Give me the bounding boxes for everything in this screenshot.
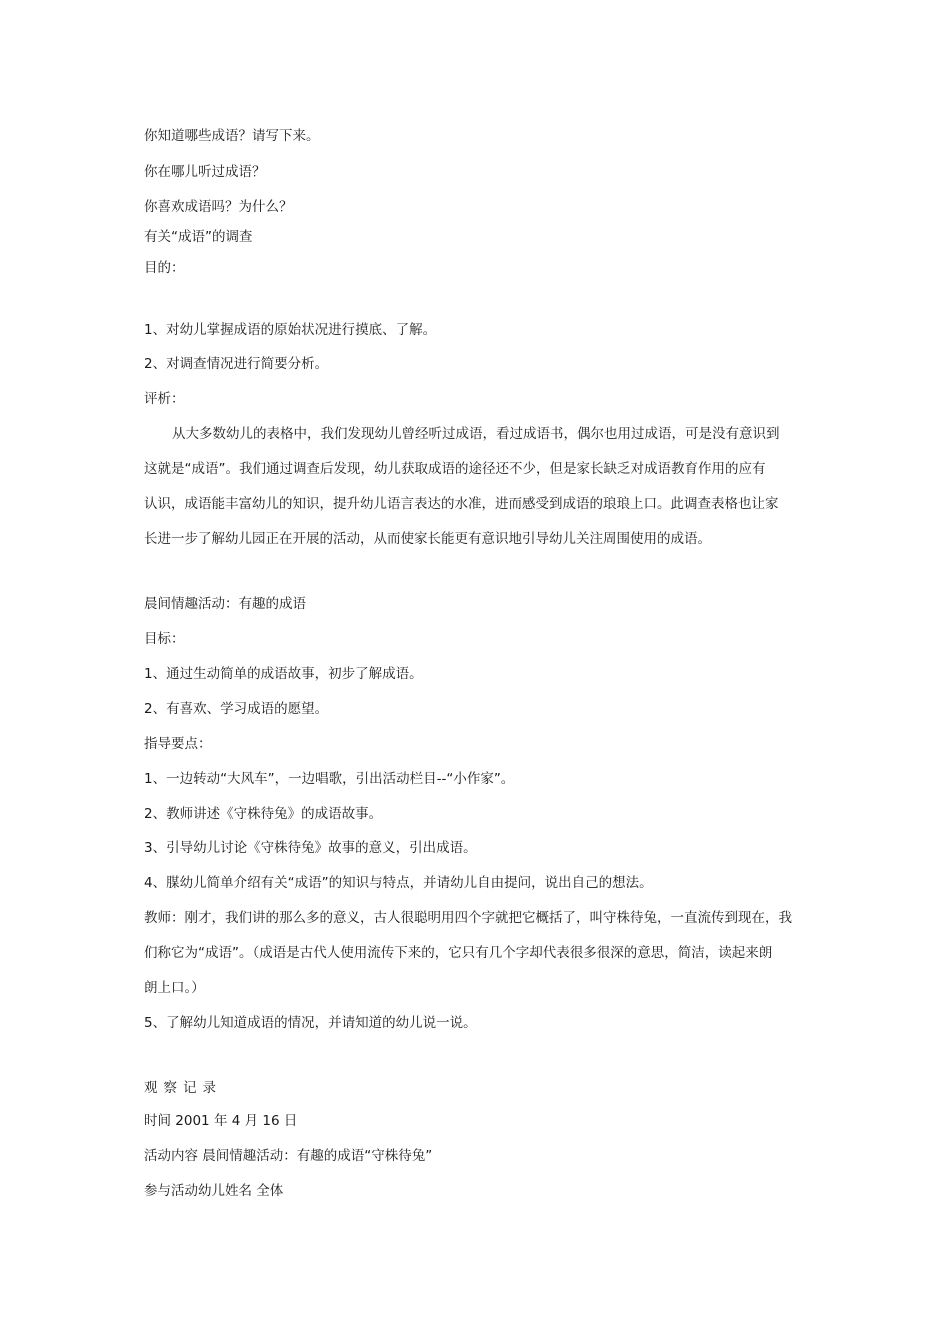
activity-guide-1: 1、一边转动“大风车”，一边唱歌，引出活动栏目--“小作家”。	[144, 771, 515, 787]
survey-purpose-2: 2、对调查情况进行简要分析。	[144, 356, 329, 372]
question-2: 你在哪儿听过成语？	[144, 164, 266, 180]
activity-goal-label: 目标：	[144, 631, 185, 647]
record-participants: 参与活动幼儿姓名 全体	[144, 1183, 284, 1199]
survey-analysis-label: 评析：	[144, 391, 185, 407]
activity-guide-label: 指导要点：	[144, 736, 212, 752]
activity-guide-4: 4、腜幼儿简单介绍有关“成语”的知识与特点，并请幼儿自由提问，说出自己的想法。	[144, 875, 653, 891]
record-title: 观察记录	[144, 1080, 222, 1096]
survey-purpose-1: 1、对幼儿掌握成语的原始状况进行摸底、了解。	[144, 322, 437, 338]
activity-teacher-line-3: 朗上口。）	[144, 980, 205, 996]
activity-goal-1: 1、通过生动简单的成语故事，初步了解成语。	[144, 666, 423, 682]
question-1: 你知道哪些成语？请写下来。	[144, 128, 320, 144]
activity-guide-5: 5、了解幼儿知道成语的情况，并请知道的幼儿说一说。	[144, 1015, 477, 1031]
activity-guide-3: 3、引导幼儿讨论《守株待兔》故事的意义，引出成语。	[144, 840, 477, 856]
activity-teacher-line-2: 们称它为“成语”。（成语是古代人使用流传下来的，它只有几个字却代表很多很深的意思，简洁，读起来朗	[144, 945, 773, 961]
question-3: 你喜欢成语吗？为什么？	[144, 199, 293, 215]
activity-title: 晨间情趣活动：有趣的成语	[144, 596, 306, 612]
survey-analysis-line-1: 从大多数幼儿的表格中，我们发现幼儿曾经听过成语，看过成语书，偶尔也用过成语，可是没有意识到	[172, 426, 780, 442]
survey-title: 有关“成语”的调查	[144, 229, 253, 245]
survey-analysis-line-4: 长进一步了解幼儿园正在开展的活动，从而使家长能更有意识地引导幼儿关注周围使用的成语。	[144, 531, 711, 547]
record-content: 活动内容 晨间情趣活动：有趣的成语“守株待兔”	[144, 1148, 433, 1164]
activity-teacher-line-1: 教师：刚才，我们讲的那么多的意义，古人很聪明用四个字就把它概括了，叫守株待兔，一直流传到现在，我	[144, 910, 792, 926]
record-time: 时间 2001 年 4 月 16 日	[144, 1113, 298, 1129]
activity-goal-2: 2、有喜欢、学习成语的愿望。	[144, 701, 329, 717]
survey-analysis-line-2: 这就是“成语”。我们通过调查后发现，幼儿获取成语的途径还不少，但是家长缺乏对成语教育作用的应有	[144, 461, 766, 477]
activity-guide-2: 2、教师讲述《守株待兔》的成语故事。	[144, 806, 383, 822]
survey-analysis-line-3: 认识，成语能丰富幼儿的知识，提升幼儿语言表达的水准，进而感受到成语的琅琅上口。此调查表格也让家	[144, 496, 779, 512]
survey-purpose-label: 目的：	[144, 260, 185, 276]
